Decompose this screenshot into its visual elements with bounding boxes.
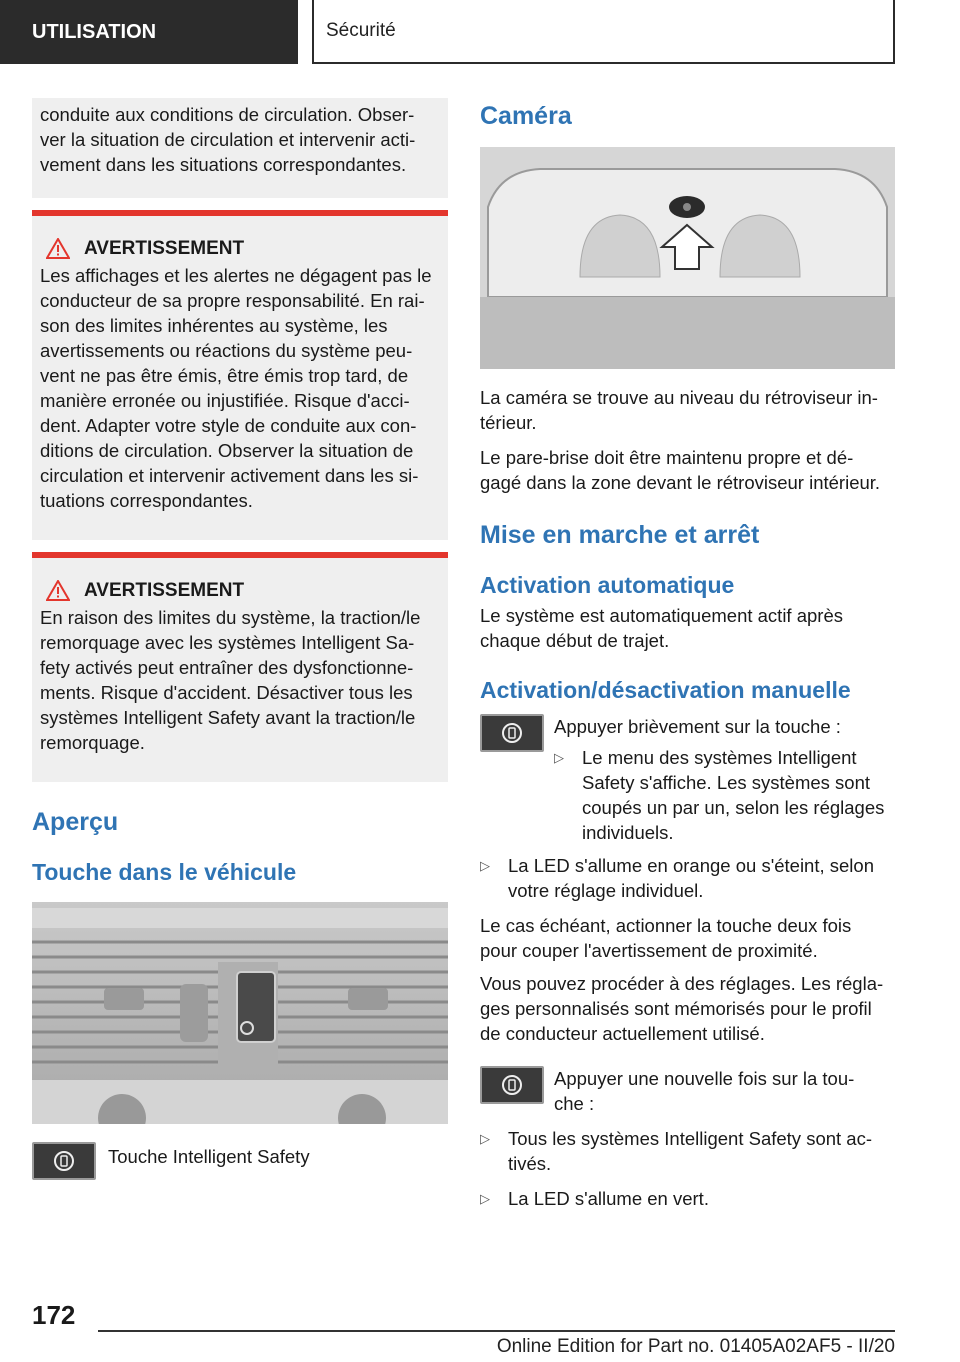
edition-text: Online Edition for Part no. 01405A02AF5 - II/20 xyxy=(496,1336,895,1357)
warning-line: avertissements ou réactions du système peu- xyxy=(40,340,413,361)
bullet-item xyxy=(480,853,895,903)
bullet-item xyxy=(480,1186,895,1211)
bullet-triangle-icon: ▷ xyxy=(480,858,490,873)
press-instruction-block xyxy=(554,714,884,845)
left-column xyxy=(32,98,448,1180)
bullet-triangle-icon: ▷ xyxy=(480,1191,490,1206)
right-column xyxy=(480,98,895,1211)
text-line: Safety s'affiche. Les systèmes sont xyxy=(582,772,871,793)
warning-line: dent. Adapter votre style de conduite aux con- xyxy=(40,415,417,436)
onoff-heading: Mise en marche et arrêt xyxy=(480,521,760,549)
text-line: Tous les systèmes Intelligent Safety sont ac- xyxy=(508,1128,873,1149)
warning-title-row xyxy=(40,578,440,603)
warning-box-1 xyxy=(32,210,448,540)
warning-line: conducteur de sa propre responsabilité. En rai- xyxy=(40,290,425,311)
chapter-tab xyxy=(0,0,298,64)
intelligent-safety-button-icon xyxy=(480,1066,544,1104)
bullet-triangle-icon: ▷ xyxy=(480,1131,490,1146)
text-line: votre réglage individuel. xyxy=(508,880,704,901)
warning-title: AVERTISSEMENT xyxy=(84,238,245,259)
text-line: térieur. xyxy=(480,412,537,433)
text-line: Le cas échéant, actionner la touche deux fois xyxy=(480,915,852,936)
overview-heading: Aperçu xyxy=(32,808,119,836)
warning-triangle-icon xyxy=(46,580,70,601)
twice-paragraph xyxy=(480,913,895,963)
press-button-row-2 xyxy=(480,1066,895,1116)
warning-line: En raison des limites du système, la traction/le xyxy=(40,607,421,628)
text-line: individuels. xyxy=(582,822,674,843)
text-line: Le menu des systèmes Intelligent xyxy=(582,747,857,768)
dashboard-photo xyxy=(32,902,448,1124)
windshield-camera-image xyxy=(480,147,895,369)
manual-activation-heading: Activation/désactivation manuelle xyxy=(480,677,851,703)
text-line: Le pare-brise doit être maintenu propre et dé- xyxy=(480,447,854,468)
text-line: Appuyer une nouvelle fois sur la tou- xyxy=(554,1068,855,1089)
section-tab xyxy=(312,0,895,64)
bullet-text xyxy=(508,853,874,903)
warning-line: son des limites inhérentes au système, les xyxy=(40,315,388,336)
press-instruction: Appuyer brièvement sur la touche : xyxy=(554,716,841,737)
chapter-title: UTILISATION xyxy=(32,20,157,43)
press-instruction-2 xyxy=(554,1066,854,1116)
warning-line: ments. Risque d'accident. Désactiver tous les xyxy=(40,682,413,703)
warning-line: ditions de circulation. Observer la situation de xyxy=(40,440,414,461)
text-line: de conducteur actuellement utilisé. xyxy=(480,1023,765,1044)
warning-line: fety activés peut entraîner des dysfonctionne- xyxy=(40,657,414,678)
text-line: che : xyxy=(554,1093,595,1114)
text-line: La caméra se trouve au niveau du rétroviseur in- xyxy=(480,387,878,408)
text-line: Le système est automatiquement actif après xyxy=(480,605,843,626)
warning-triangle-icon xyxy=(46,238,70,259)
text-line: gagé dans la zone devant le rétroviseur intérieur. xyxy=(480,472,881,493)
intro-line: conduite aux conditions de circulation. Obser- xyxy=(40,104,415,125)
dashboard-vents-image xyxy=(32,902,448,1124)
camera-paragraph-2 xyxy=(480,445,895,495)
warning-line: vent ne pas être émis, être émis trop tard, de xyxy=(40,365,409,386)
warning-line: remorquage. xyxy=(40,732,145,753)
intelligent-safety-button-icon xyxy=(32,1142,96,1180)
page-number: 172 xyxy=(32,1300,76,1330)
warning-line: tuations correspondantes. xyxy=(40,490,253,511)
windshield-photo xyxy=(480,147,895,369)
text-line: pour couper l'avertissement de proximité. xyxy=(480,940,818,961)
text-line: tivés. xyxy=(508,1153,552,1174)
press-button-row-1 xyxy=(480,714,895,845)
text-line: Vous pouvez procéder à des réglages. Les régla- xyxy=(480,973,884,994)
bullet-text xyxy=(508,1126,872,1176)
section-title: Sécurité xyxy=(326,20,396,41)
auto-activation-paragraph xyxy=(480,603,895,653)
auto-activation-heading: Activation automatique xyxy=(480,572,735,598)
intro-box xyxy=(32,98,448,198)
warning-box-2 xyxy=(32,552,448,782)
bullet-triangle-icon: ▷ xyxy=(554,750,564,765)
bullet-text xyxy=(582,745,884,845)
button-caption-row xyxy=(32,1142,448,1180)
text-line: coupés un par un, selon les réglages xyxy=(582,797,885,818)
bullet-text: La LED s'allume en vert. xyxy=(508,1188,709,1209)
camera-heading: Caméra xyxy=(480,102,572,130)
text-line: ges personnalisés sont mémorisés pour le profil xyxy=(480,998,872,1019)
warning-title: AVERTISSEMENT xyxy=(84,580,245,601)
bullet-item xyxy=(480,1126,895,1176)
settings-paragraph xyxy=(480,971,895,1046)
button-caption: Touche Intelligent Safety xyxy=(108,1146,310,1167)
intro-line: ver la situation de circulation et intervenir acti- xyxy=(40,129,416,150)
warning-line: manière erronée ou injustifiée. Risque d'acci- xyxy=(40,390,410,411)
intro-line: vement dans les situations correspondantes. xyxy=(40,154,407,175)
bullet-item xyxy=(554,745,884,845)
text-line: chaque début de trajet. xyxy=(480,630,670,651)
warning-title-row xyxy=(40,236,440,261)
intelligent-safety-button-icon xyxy=(480,714,544,752)
text-line: La LED s'allume en orange ou s'éteint, selon xyxy=(508,855,874,876)
button-heading: Touche dans le véhicule xyxy=(32,859,297,885)
warning-line: systèmes Intelligent Safety avant la traction/le xyxy=(40,707,416,728)
footer-divider xyxy=(98,1330,895,1332)
warning-line: remorquage avec les systèmes Intelligent Sa- xyxy=(40,632,415,653)
warning-line: circulation et intervenir activement dans les si- xyxy=(40,465,419,486)
warning-line: Les affichages et les alertes ne dégagent pas le xyxy=(40,265,432,286)
camera-paragraph-1 xyxy=(480,385,895,435)
